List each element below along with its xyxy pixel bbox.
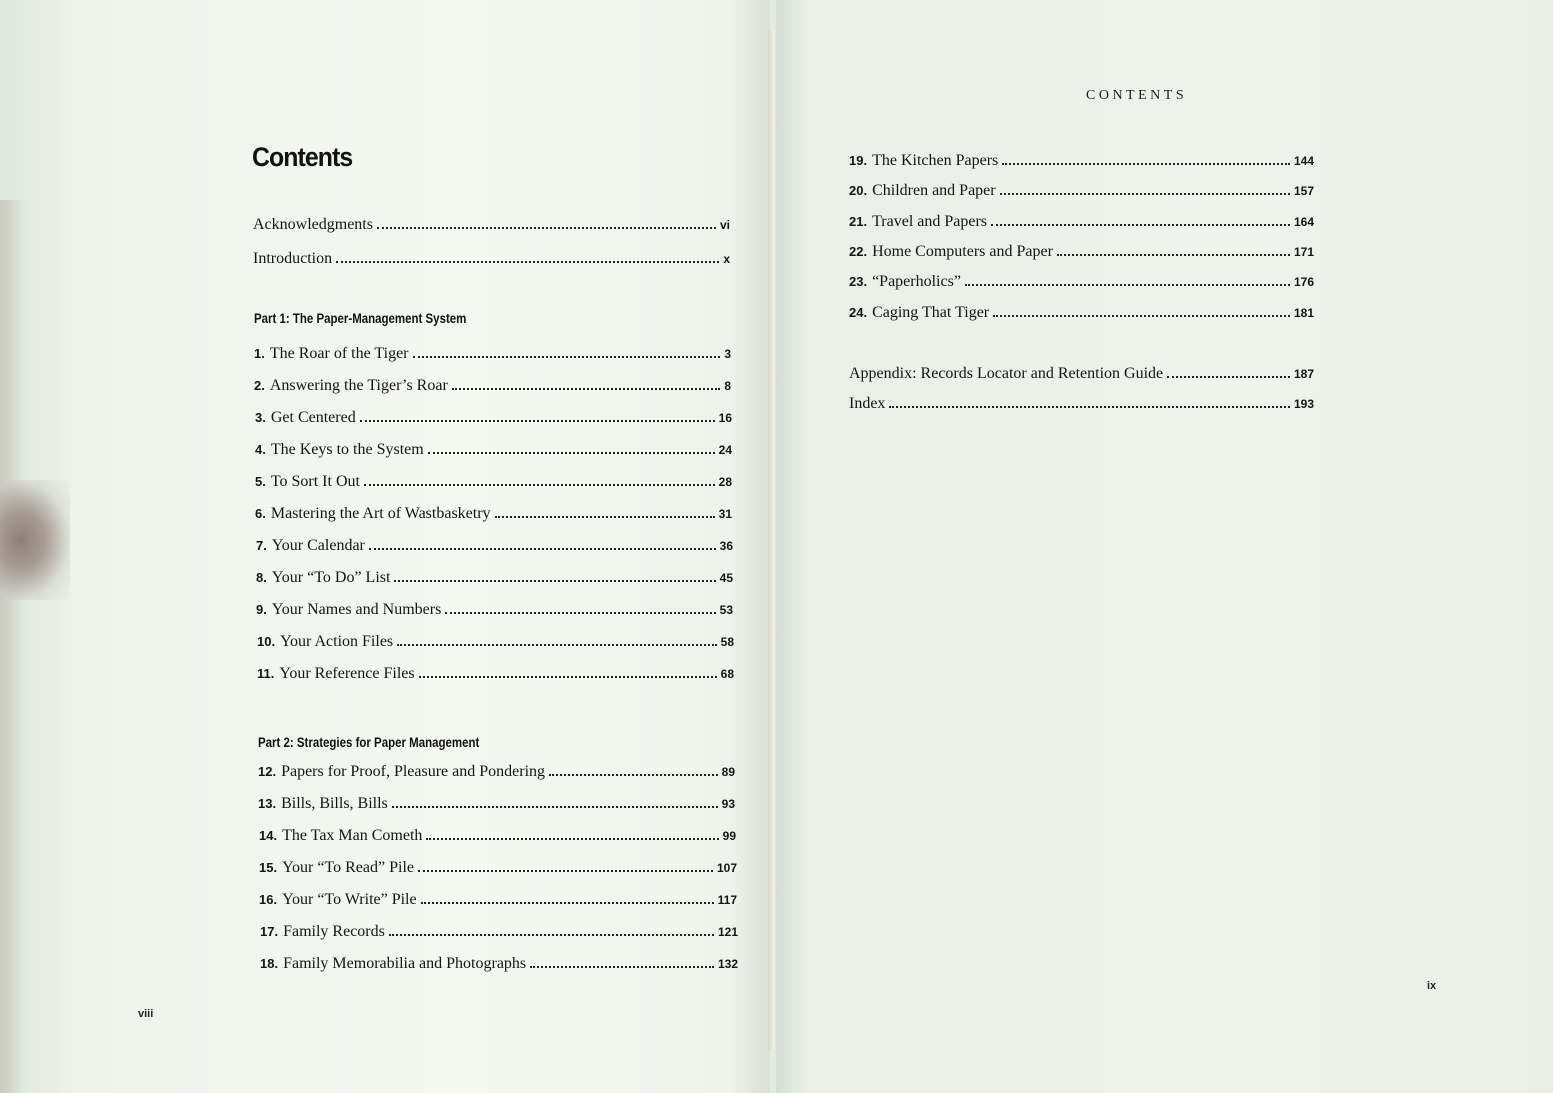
left-page-number: viii	[138, 1008, 154, 1020]
dot-leader	[445, 612, 715, 614]
toc-entry-number: 22.	[849, 244, 868, 259]
toc-entry-number: 12.	[258, 764, 277, 779]
dot-leader	[397, 644, 717, 646]
toc-entry-number: 13.	[258, 796, 277, 811]
toc-entry-number: 24.	[849, 305, 868, 320]
dot-leader	[991, 224, 1290, 226]
toc-entry-number: 14.	[259, 828, 278, 843]
toc-entry-page: 144	[1293, 154, 1314, 168]
toc-entry-number: 15.	[259, 860, 278, 875]
dot-leader	[389, 934, 714, 936]
toc-entry-page: 68	[720, 667, 734, 681]
toc-entry-title: Your Action Files	[280, 633, 394, 650]
toc-entry-title: Introduction	[253, 250, 333, 267]
toc-entry-page: 24	[718, 443, 732, 457]
toc-entry-page: 36	[719, 539, 733, 553]
toc-entry-page: 181	[1293, 306, 1314, 320]
dot-leader	[1167, 376, 1290, 378]
toc-entry-page: 176	[1293, 275, 1314, 289]
toc-entry-ch8[interactable]	[256, 569, 733, 587]
toc-entry-ch10[interactable]	[257, 633, 734, 651]
dot-leader	[426, 838, 718, 840]
dot-leader	[336, 261, 719, 263]
toc-entry-title: Children and Paper	[872, 182, 996, 199]
toc-entry-acknowledgments[interactable]	[253, 216, 730, 234]
toc-entry-ch13[interactable]	[258, 795, 735, 813]
toc-entry-title: Your Calendar	[271, 537, 365, 554]
toc-entry-ch6[interactable]	[255, 505, 732, 523]
toc-entry-title: Your “To Do” List	[271, 569, 391, 586]
dot-leader	[421, 902, 714, 904]
toc-entry-title: Home Computers and Paper	[872, 243, 1053, 260]
dot-leader	[993, 315, 1290, 317]
toc-entry-title: Bills, Bills, Bills	[281, 795, 388, 812]
toc-entry-number: 8.	[256, 570, 267, 585]
toc-entry-ch7[interactable]	[256, 537, 733, 555]
toc-entry-ch12[interactable]	[258, 763, 735, 781]
toc-entry-number: 11.	[257, 666, 275, 681]
toc-entry-page: 89	[721, 765, 735, 779]
toc-entry-introduction[interactable]	[253, 250, 730, 268]
toc-entry-number: 16.	[259, 892, 278, 907]
toc-entry-page: 187	[1293, 367, 1314, 381]
part-2-heading: Part 2: Strategies for Paper Management	[258, 735, 480, 750]
toc-entry-ch23[interactable]	[849, 273, 1314, 291]
running-head: CONTENTS	[1086, 88, 1188, 103]
toc-entry-page: 93	[721, 797, 735, 811]
toc-entry-number: 9.	[256, 602, 267, 617]
toc-entry-page: 3	[724, 347, 731, 361]
toc-entry-page: 28	[718, 475, 732, 489]
toc-entry-title: Acknowledgments	[253, 216, 373, 233]
toc-entry-title: The Kitchen Papers	[872, 152, 999, 169]
toc-entry-number: 7.	[256, 538, 267, 553]
toc-entry-page: 193	[1293, 397, 1314, 411]
dot-leader	[418, 870, 713, 872]
toc-entry-title: Family Memorabilia and Photographs	[283, 955, 527, 972]
toc-entry-title: The Roar of the Tiger	[269, 345, 409, 362]
toc-entry-ch21[interactable]	[849, 213, 1314, 231]
toc-entry-ch2[interactable]	[254, 377, 731, 395]
dot-leader	[452, 388, 721, 390]
toc-entry-ch11[interactable]	[257, 665, 734, 683]
toc-entry-title: The Keys to the System	[270, 441, 424, 458]
dot-leader	[360, 420, 715, 422]
toc-entry-number: 23.	[849, 274, 868, 289]
toc-entry-ch22[interactable]	[849, 243, 1314, 261]
toc-entry-page: 8	[724, 379, 731, 393]
toc-entry-ch1[interactable]	[254, 345, 731, 363]
toc-entry-ch19[interactable]	[849, 152, 1314, 170]
dot-leader	[1000, 193, 1290, 195]
toc-entry-page: 16	[718, 411, 732, 425]
toc-entry-number: 6.	[255, 506, 266, 521]
toc-entry-title: Travel and Papers	[872, 213, 988, 230]
dot-leader	[530, 966, 714, 968]
dot-leader	[394, 580, 715, 582]
toc-entry-title: Papers for Proof, Pleasure and Pondering	[281, 763, 546, 780]
toc-entry-title: Get Centered	[270, 409, 356, 426]
dot-leader	[1057, 254, 1290, 256]
toc-entry-number: 17.	[260, 924, 279, 939]
toc-entry-title: “Paperholics”	[872, 273, 961, 290]
toc-entry-ch16[interactable]	[259, 891, 737, 909]
toc-entry-ch17[interactable]	[260, 923, 738, 941]
dot-leader	[364, 484, 715, 486]
dot-leader	[377, 227, 716, 229]
dot-leader	[413, 356, 721, 358]
toc-entry-number: 18.	[260, 956, 279, 971]
toc-entry-ch18[interactable]	[260, 955, 738, 973]
toc-entry-number: 1.	[254, 346, 265, 361]
toc-entry-page: 31	[718, 507, 732, 521]
dot-leader	[549, 774, 718, 776]
toc-entry-title: Family Records	[283, 923, 385, 940]
right-page-number: ix	[1427, 980, 1437, 992]
toc-entry-number: 4.	[255, 442, 266, 457]
toc-entry-number: 20.	[849, 183, 868, 198]
toc-entry-title: Caging That Tiger	[872, 304, 990, 321]
toc-entry-number: 3.	[255, 410, 266, 425]
toc-entry-page: 58	[720, 635, 734, 649]
toc-entry-title: Your “To Write” Pile	[282, 891, 417, 908]
toc-entry-title: Answering the Tiger’s Roar	[269, 377, 448, 394]
toc-entry-title: Appendix: Records Locator and Retention Guide	[849, 365, 1164, 382]
toc-entry-ch24[interactable]	[849, 304, 1314, 322]
toc-entry-ch20[interactable]	[849, 182, 1314, 200]
toc-entry-title: Your Reference Files	[279, 665, 415, 682]
toc-entry-title: To Sort It Out	[270, 473, 360, 490]
toc-entry-index[interactable]	[849, 395, 1314, 413]
page-edge-shadow	[0, 200, 26, 1093]
contents-title: Contents	[252, 142, 353, 172]
toc-entry-title: Mastering the Art of Wastbasketry	[270, 505, 491, 522]
part-1-heading: Part 1: The Paper-Management System	[254, 311, 467, 326]
toc-entry-page: 157	[1293, 184, 1314, 198]
toc-entry-page: 45	[719, 571, 733, 585]
toc-entry-title: Index	[849, 395, 886, 412]
toc-entry-page: x	[723, 252, 730, 266]
toc-entry-appendix[interactable]	[849, 365, 1314, 383]
toc-entry-number: 5.	[255, 474, 266, 489]
dot-leader	[392, 806, 718, 808]
toc-entry-ch15[interactable]	[259, 859, 737, 877]
toc-entry-ch14[interactable]	[259, 827, 736, 845]
toc-entry-page: 164	[1293, 215, 1314, 229]
toc-entry-ch4[interactable]	[255, 441, 732, 459]
toc-entry-page: 53	[719, 603, 733, 617]
toc-entry-number: 10.	[257, 634, 276, 649]
toc-entry-title: Your Names and Numbers	[271, 601, 442, 618]
toc-entry-number: 2.	[254, 378, 265, 393]
toc-entry-title: The Tax Man Cometh	[282, 827, 423, 844]
toc-entry-page: 99	[722, 829, 736, 843]
toc-entry-number: 19.	[849, 153, 868, 168]
toc-entry-number: 21.	[849, 214, 868, 229]
dot-leader	[419, 676, 717, 678]
dot-leader	[428, 452, 715, 454]
dot-leader	[889, 406, 1290, 408]
dot-leader	[965, 284, 1290, 286]
dot-leader	[495, 516, 715, 518]
dot-leader	[369, 548, 716, 550]
page-stain	[0, 480, 70, 600]
toc-entry-ch9[interactable]	[256, 601, 733, 619]
toc-entry-page: 117	[717, 893, 737, 907]
toc-entry-ch3[interactable]	[255, 409, 732, 427]
toc-entry-title: Your “To Read” Pile	[282, 859, 414, 876]
toc-entry-page: 121	[717, 925, 738, 939]
toc-entry-page: 107	[716, 861, 737, 875]
toc-entry-ch5[interactable]	[255, 473, 732, 491]
dot-leader	[1002, 163, 1290, 165]
toc-entry-page: vi	[719, 218, 730, 232]
toc-entry-page: 132	[717, 957, 738, 971]
toc-entry-page: 171	[1293, 245, 1314, 259]
